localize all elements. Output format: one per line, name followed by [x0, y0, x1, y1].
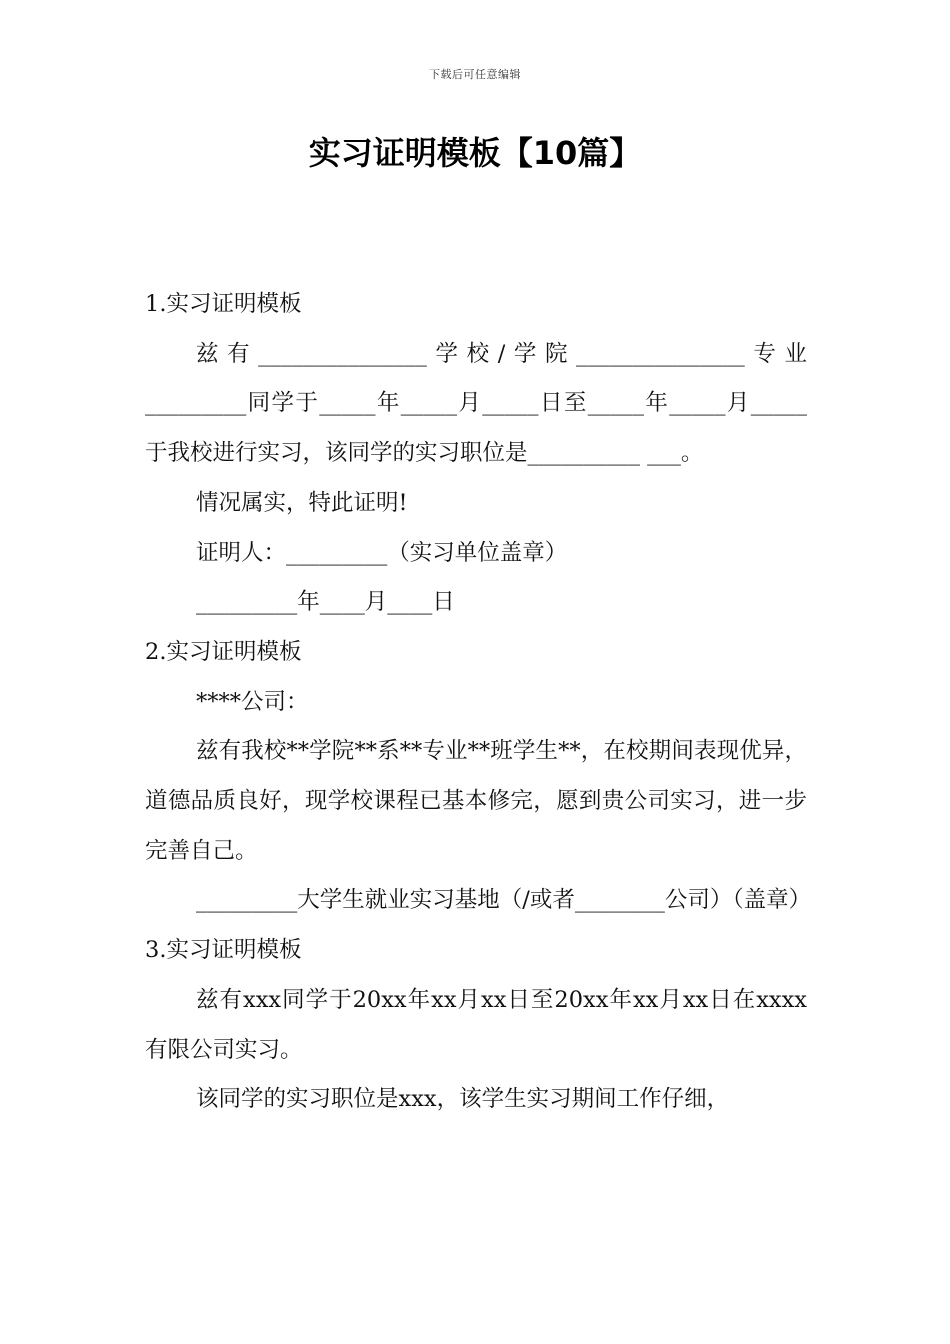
section-1-paragraph-4: _________年____月____日	[196, 589, 455, 616]
section-1-paragraph-1: 兹有_______________学校/学院_______________专业_________同学于_____年_____月_____日至_____年_____月_____于我校进行实习，该同学的实习职位是__________ ___。	[145, 340, 807, 467]
section-1-paragraph-2: 情况属实，特此证明!	[196, 489, 408, 516]
section-2-paragraph-3: _________大学生就业实习基地（/或者________公司）（盖章）	[196, 887, 812, 914]
document-body	[145, 280, 812, 1125]
header-note: 下载后可任意编辑	[429, 68, 521, 81]
section-heading-2: 2.实习证明模板	[145, 638, 302, 665]
section-1-paragraph-3: 证明人：_________（实习单位盖章）	[196, 539, 568, 566]
section-heading-1: 1.实习证明模板	[145, 291, 302, 317]
section-2-paragraph-1: ****公司：	[196, 688, 309, 715]
section-heading-3: 3.实习证明模板	[145, 937, 302, 964]
section-3-paragraph-1: 兹有xxx同学于20xx年xx月xx日至20xx年xx月xx日在xxxx有限公司实习。	[145, 986, 807, 1063]
document-title: 实习证明模板【10篇】	[308, 134, 642, 172]
section-2-paragraph-2: 兹有我校**学院**系**专业**班学生**，在校期间表现优异，道德品质良好，现学校课程已基本修完，愿到贵公司实习，进一步完善自己。	[145, 738, 807, 864]
section-3-paragraph-2: 该同学的实习职位是xxx，该学生实习期间工作仔细，	[196, 1086, 730, 1113]
